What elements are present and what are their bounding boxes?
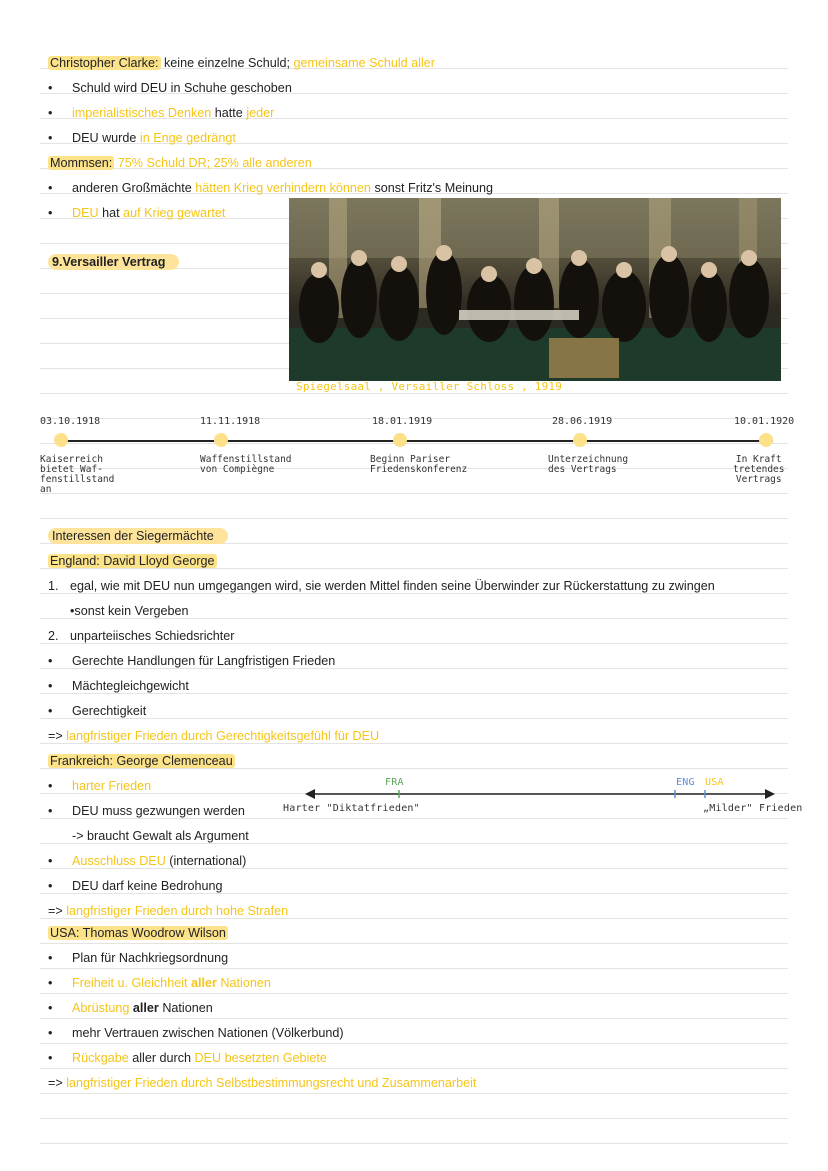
england-title: England: David Lloyd George <box>50 554 215 568</box>
list-item: • DEU wurde in Enge gedrängt <box>48 131 236 145</box>
list-item: -> braucht Gewalt als Argument <box>72 829 249 843</box>
scale-eng: ENG <box>676 777 695 788</box>
section-title: 9.Versailler Vertrag <box>48 254 179 270</box>
list-item: • DEU darf keine Bedrohung <box>48 879 223 893</box>
list-item: • Ausschluss DEU (international) <box>48 854 247 868</box>
timeline-dot <box>759 433 773 447</box>
list-item: • Rückgabe aller durch DEU besetzten Gebiete <box>48 1051 327 1065</box>
clarke-text: keine einzelne Schuld; <box>160 56 294 70</box>
list-item: • Abrüstung aller Nationen <box>48 1001 213 1015</box>
mommsen-name: Mommsen: <box>50 156 113 170</box>
timeline-dot <box>393 433 407 447</box>
list-item: • mehr Vertrauen zwischen Nationen (Völkerbund) <box>48 1026 344 1040</box>
painting-caption: Spiegelsaal , Versailler Schloss , 1919 <box>296 380 563 393</box>
timeline-dot <box>54 433 68 447</box>
list-item: • anderen Großmächte hätten Krieg verhindern können sonst Fritz's Meinung <box>48 181 494 195</box>
timeline-label: Beginn Pariser Friedenskonferenz <box>370 454 468 475</box>
scale-usa: USA <box>705 777 724 788</box>
list-item: • harter Frieden <box>48 779 152 793</box>
list-item: • Mächtegleichgewicht <box>48 679 189 693</box>
list-item: • Plan für Nachkriegsordnung <box>48 951 229 965</box>
timeline-dot <box>214 433 228 447</box>
list-item: • Gerechtigkeit <box>48 704 147 718</box>
england-conclusion: => langfristiger Frieden durch Gerechtigkeitsgefühl für DEU <box>48 729 380 743</box>
timeline-date: 18.01.1919 <box>372 416 433 427</box>
list-item: • Schuld wird DEU in Schuhe geschoben <box>48 81 292 95</box>
usa-title: USA: Thomas Woodrow Wilson <box>50 926 226 940</box>
scale-right-label: „Milder" Frieden <box>703 803 803 814</box>
list-item: •sonst kein Vergeben <box>70 604 189 618</box>
list-item: • imperialistisches Denken hatte jeder <box>48 106 275 120</box>
timeline-date: 11.11.1918 <box>200 416 261 427</box>
timeline-label: Waffenstillstand von Compiègne <box>200 454 292 475</box>
frankreich-title: Frankreich: George Clemenceau <box>50 754 233 768</box>
painting-image <box>289 198 781 381</box>
list-item: 1. egal, wie mit DEU nun umgegangen wird, sie werden Mittel finden seine Überwinder zur Rückerstattung zu zwingen <box>48 579 715 593</box>
timeline-label: Unterzeichnung des Vertrags <box>548 454 629 475</box>
timeline-date: 28.06.1919 <box>552 416 613 427</box>
clarke-highlight: gemeinsame Schuld aller <box>293 56 435 70</box>
list-item: • Gerechte Handlungen für Langfristigen Frieden <box>48 654 336 668</box>
list-item: 2. unparteiisches Schiedsrichter <box>48 629 235 643</box>
list-item: • DEU muss gezwungen werden <box>48 804 245 818</box>
timeline-label: In Kraft tretendes Vertrags <box>733 454 785 485</box>
list-item: • DEU hat auf Krieg gewartet <box>48 206 226 220</box>
timeline-dot <box>573 433 587 447</box>
list-item: • Freiheit u. Gleichheit aller Nationen <box>48 976 271 990</box>
timeline-date: 03.10.1918 <box>40 416 101 427</box>
scale-left-label: Harter "Diktatfrieden" <box>283 803 420 814</box>
timeline-date: 10.01.1920 <box>734 416 795 427</box>
clarke-line <box>48 55 435 71</box>
mommsen-line: Mommsen: 75% Schuld DR; 25% alle anderen <box>50 156 312 170</box>
usa-conclusion: => langfristiger Frieden durch Selbstbestimmungsrecht und Zusammenarbeit <box>48 1076 477 1090</box>
scale-fra: FRA <box>385 777 404 788</box>
timeline-label: Kaiserreich bietet Waf- fenstillstand an <box>40 454 115 495</box>
clarke-name: Christopher Clarke: <box>50 56 159 70</box>
interessen-heading: Interessen der Siegermächte <box>48 528 228 544</box>
frankreich-conclusion: => langfristiger Frieden durch hohe Strafen <box>48 904 289 918</box>
timeline-axis <box>55 440 773 442</box>
